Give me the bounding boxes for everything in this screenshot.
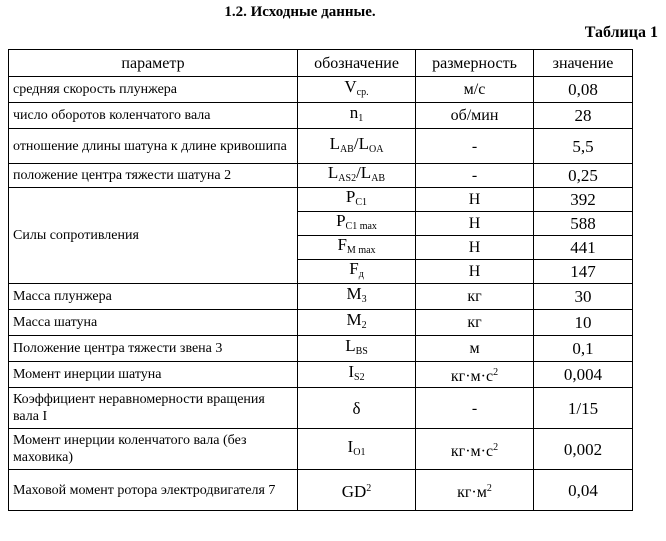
param-cell: Момент инерции шатуна [9, 362, 298, 388]
table-row [9, 362, 633, 388]
unit-cell: кг [416, 310, 534, 336]
symbol-cell: δ [298, 388, 416, 429]
symbol-cell: $F_д$ [298, 260, 416, 284]
value-cell: 0,25 [534, 164, 633, 188]
symbol-cell: $F_{M max}$ [298, 236, 416, 260]
value-cell: 147 [534, 260, 633, 284]
value-cell: 0,08 [534, 77, 633, 103]
unit-cell: - [416, 388, 534, 429]
unit-cell: об/мин [416, 103, 534, 129]
param-cell: отношение длины шатуна к длине кривошипа [9, 129, 298, 164]
param-cell: Масса плунжера [9, 284, 298, 310]
symbol-cell: $GD^2$ [298, 470, 416, 511]
value-cell: 10 [534, 310, 633, 336]
unit-cell: Н [416, 260, 534, 284]
param-cell: Маховой момент ротора электродвигателя 7 [9, 470, 298, 511]
unit-cell: $кг\cdot м\cdot с^2$ [416, 429, 534, 470]
symbol-cell: $M_3$ [298, 284, 416, 310]
unit-cell: м/с [416, 77, 534, 103]
param-cell: Масса шатуна [9, 310, 298, 336]
param-cell: положение центра тяжести шатуна 2 [9, 164, 298, 188]
table-row [9, 164, 633, 188]
symbol-cell: $L_{AB}/L_{OA}$ [298, 129, 416, 164]
column-header-value: значение [534, 50, 633, 77]
unit-cell: кг [416, 284, 534, 310]
table-row [9, 284, 633, 310]
value-cell: 441 [534, 236, 633, 260]
column-header-unit: размерность [416, 50, 534, 77]
unit-cell: Н [416, 188, 534, 212]
column-header-parameter: параметр [9, 50, 298, 77]
header-row [9, 50, 633, 77]
column-header-symbol: обозначение [298, 50, 416, 77]
table-row [9, 429, 633, 470]
value-cell: 0,04 [534, 470, 633, 511]
param-cell: Силы сопротивления [9, 188, 298, 284]
param-cell: Коэффициент неравномерности вращения вала I [9, 388, 298, 429]
param-cell: число оборотов коленчатого вала [9, 103, 298, 129]
value-cell: 588 [534, 212, 633, 236]
symbol-cell: $L_{AS2}/L_{AB}$ [298, 164, 416, 188]
section-heading: 1.2. Исходные данные. [224, 4, 376, 20]
source-data-table [8, 49, 633, 511]
param-cell: Положение центра тяжести звена 3 [9, 336, 298, 362]
table-row [9, 129, 633, 164]
value-cell: 0,002 [534, 429, 633, 470]
value-cell: 28 [534, 103, 633, 129]
value-cell: 0,004 [534, 362, 633, 388]
unit-cell: - [416, 129, 534, 164]
symbol-cell: $M_2$ [298, 310, 416, 336]
param-cell: Момент инерции коленчатого вала (без маховика) [9, 429, 298, 470]
symbol-cell: $n_1$ [298, 103, 416, 129]
value-cell: 1/15 [534, 388, 633, 429]
value-cell: 30 [534, 284, 633, 310]
symbol-cell: $P_{C1}$ [298, 188, 416, 212]
symbol-cell: $P_{C1 max}$ [298, 212, 416, 236]
symbol-cell: $I_{S2}$ [298, 362, 416, 388]
table-row [9, 310, 633, 336]
unit-cell: м [416, 336, 534, 362]
value-cell: 5,5 [534, 129, 633, 164]
table-row [9, 188, 633, 212]
symbol-cell: $I_{O1}$ [298, 429, 416, 470]
unit-cell: $кг\cdot м\cdot с^2$ [416, 362, 534, 388]
unit-cell: $кг\cdot м^2$ [416, 470, 534, 511]
unit-cell: - [416, 164, 534, 188]
value-cell: 0,1 [534, 336, 633, 362]
table-caption: Таблица 1 [584, 24, 658, 41]
unit-cell: Н [416, 236, 534, 260]
table-row [9, 470, 633, 511]
table-row [9, 388, 633, 429]
table-row [9, 336, 633, 362]
symbol-cell: $L_{BS}$ [298, 336, 416, 362]
symbol-cell: $V_{ср.}$ [298, 77, 416, 103]
param-cell: средняя скорость плунжера [9, 77, 298, 103]
value-cell: 392 [534, 188, 633, 212]
table-row [9, 77, 633, 103]
table-row [9, 103, 633, 129]
unit-cell: Н [416, 212, 534, 236]
